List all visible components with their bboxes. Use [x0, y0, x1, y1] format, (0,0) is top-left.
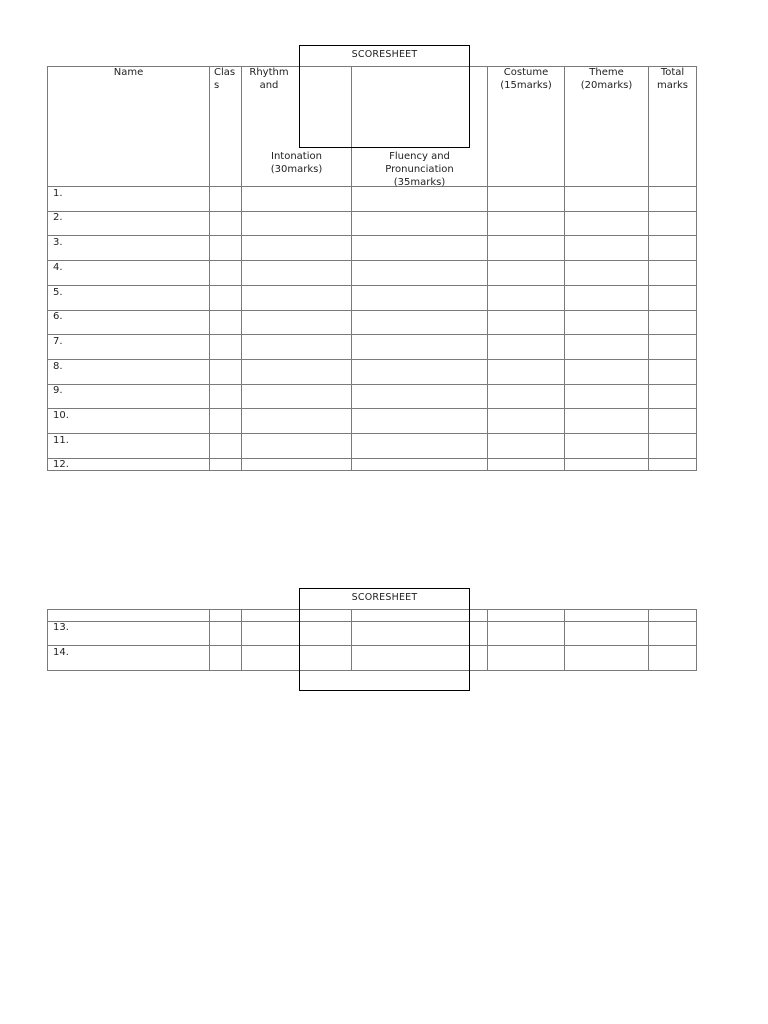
table1-row-line: [47, 408, 697, 409]
header-intonation: Intonation (30marks): [270, 151, 323, 175]
row-number: 11.: [53, 435, 69, 446]
row-number: 2.: [53, 212, 63, 223]
table2-col-line: [487, 609, 488, 671]
header-class: Clas s: [214, 67, 236, 91]
row-number: 1.: [53, 188, 63, 199]
table1-row-line: [47, 285, 697, 286]
row-number: 4.: [53, 262, 63, 273]
header-total: Total marks: [657, 67, 688, 91]
table2-col-line: [209, 609, 210, 671]
table1-row-line: [47, 211, 697, 212]
row-number: 13.: [53, 622, 69, 633]
scoresheet-title: SCORESHEET: [351, 592, 418, 603]
row-number: 12.: [53, 459, 69, 470]
table2-col-line: [564, 609, 565, 671]
table1-col-line: [487, 66, 488, 471]
table1-row-line: [47, 458, 697, 459]
table1-row-line: [47, 235, 697, 236]
table1-row-line: [47, 433, 697, 434]
row-number: 3.: [53, 237, 63, 248]
row-number: 14.: [53, 647, 69, 658]
header-fluency: Fluency and Pronunciation (35marks): [385, 151, 454, 188]
table1-bottom-border: [47, 470, 697, 471]
row-number: 6.: [53, 311, 63, 322]
row-number: 7.: [53, 336, 63, 347]
table1-row-line: [47, 334, 697, 335]
scoresheet-title: SCORESHEET: [351, 49, 418, 60]
scoresheet-title-box: [299, 588, 470, 691]
header-theme: Theme (20marks): [580, 67, 633, 91]
row-number: 10.: [53, 410, 69, 421]
table1-row-line: [47, 384, 697, 385]
table1-col-line: [648, 66, 649, 471]
header-rhythm: Rhythm and: [249, 67, 289, 91]
row-number: 8.: [53, 361, 63, 372]
table1-row-line: [47, 310, 697, 311]
table2-col-line: [241, 609, 242, 671]
scoresheet-title-box: [299, 45, 470, 148]
table1-col-line: [209, 66, 210, 471]
header-name: Name: [113, 67, 144, 78]
table1-col-line: [696, 66, 697, 471]
row-number: 9.: [53, 385, 63, 396]
table1-row-line: [47, 359, 697, 360]
table2-col-line: [47, 609, 48, 671]
table1-col-line: [241, 66, 242, 471]
table2-col-line: [648, 609, 649, 671]
table1-row-line: [47, 260, 697, 261]
header-costume: Costume (15marks): [500, 67, 552, 91]
table2-col-line: [696, 609, 697, 671]
table1-col-line: [564, 66, 565, 471]
row-number: 5.: [53, 287, 63, 298]
table1-col-line: [47, 66, 48, 471]
